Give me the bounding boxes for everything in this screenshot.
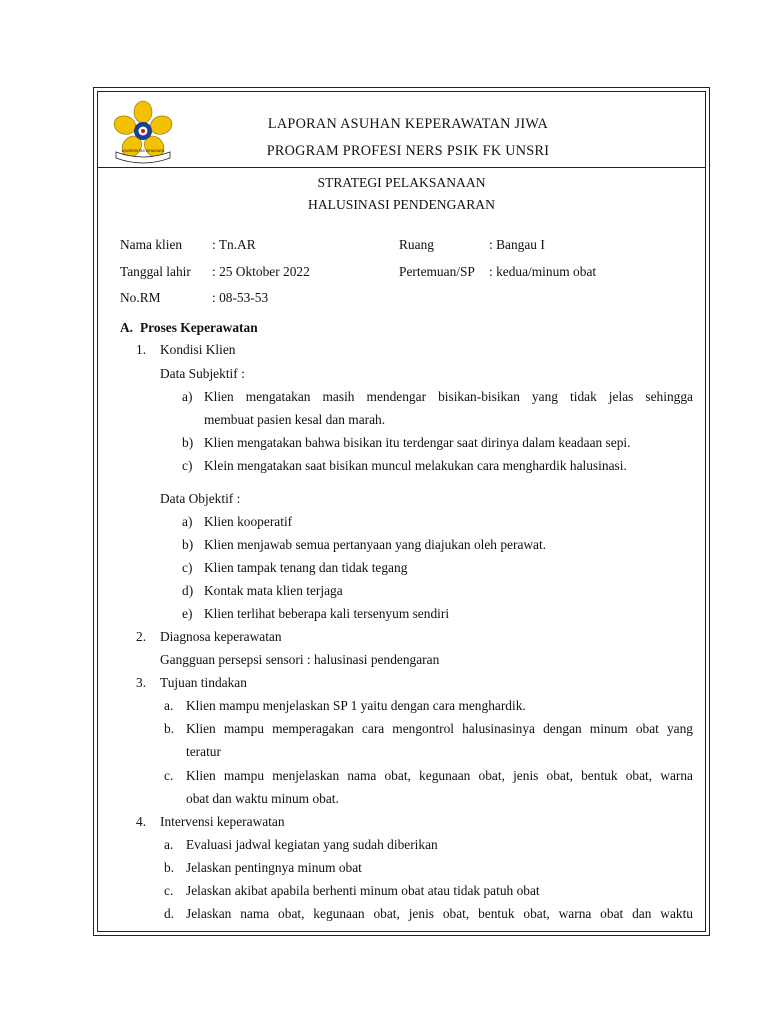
intervention-marker: c.	[164, 883, 174, 898]
intervention-item: Jelaskan akibat apabila berhenti minum obat atau tidak patuh obat	[186, 883, 540, 898]
goal-item: Klien mampu menjelaskan nama obat, kegunaan obat, jenis obat, bentuk obat, warna	[186, 768, 693, 783]
objective-item: Klien terlihat beberapa kali tersenyum sendiri	[204, 606, 450, 621]
goal-item: Klien mampu menjelaskan SP 1 yaitu dengan cara menghardik.	[186, 698, 526, 713]
subjective-label: Data Subjektif :	[160, 366, 245, 381]
goal-item-continued: teratur	[186, 744, 221, 759]
patient-name-label: Nama klien	[120, 237, 183, 252]
objective-marker: a)	[182, 514, 193, 529]
objective-marker: e)	[182, 606, 193, 621]
objective-label: Data Objektif :	[160, 491, 241, 506]
item-2-number: 2.	[136, 629, 147, 644]
item-4-number: 4.	[136, 814, 147, 829]
intervention-item: Evaluasi jadwal kegiatan yang sudah diberikan	[186, 837, 438, 852]
university-logo	[108, 98, 178, 166]
item-3-title: Tujuan tindakan	[160, 675, 247, 690]
meeting-value: : kedua/minum obat	[489, 264, 597, 279]
subjective-item: Klein mengatakan saat bisikan muncul melakukan cara menghardik halusinasi.	[204, 458, 627, 473]
goal-item: Klien mampu memperagakan cara mengontrol halusinasinya dengan minum obat yang	[186, 721, 693, 736]
objective-item: Klien menjawab semua pertanyaan yang diajukan oleh perawat.	[204, 537, 547, 552]
goal-marker: c.	[164, 768, 174, 783]
item-2-title: Diagnosa keperawatan	[160, 629, 282, 644]
room-value: : Bangau I	[489, 237, 545, 252]
subjective-marker: c)	[182, 458, 193, 473]
logo-caption: UNIVERSITAS SRIWIJAYA	[121, 149, 165, 153]
room-label: Ruang	[399, 237, 434, 252]
section-a-title: Proses Keperawatan	[140, 320, 258, 335]
document-title: STRATEGI PELAKSANAAN	[317, 175, 486, 190]
goal-marker: b.	[164, 721, 175, 736]
subjective-item: Klien mengatakan masih mendengar bisikan-bisikan yang tidak jelas sehingga	[204, 389, 693, 404]
subjective-marker: b)	[182, 435, 194, 450]
header-subtitle: PROGRAM PROFESI NERS PSIK FK UNSRI	[266, 143, 550, 159]
goal-marker: a.	[164, 698, 174, 713]
objective-item: Klien kooperatif	[204, 514, 293, 529]
patient-dob-label: Tanggal lahir	[120, 264, 191, 279]
objective-item: Klien tampak tenang dan tidak tegang	[204, 560, 408, 575]
intervention-item: Jelaskan pentingnya minum obat	[186, 860, 362, 875]
header-divider	[98, 167, 705, 168]
objective-item: Kontak mata klien terjaga	[204, 583, 343, 598]
document-frame	[97, 91, 706, 932]
intervention-item: Jelaskan nama obat, kegunaan obat, jenis obat, bentuk obat, warna obat dan waktu	[186, 906, 693, 921]
diagnosis-text: Gangguan persepsi sensori : halusinasi pendengaran	[160, 652, 440, 667]
objective-marker: d)	[182, 583, 194, 598]
goal-item-continued: obat dan waktu minum obat.	[186, 791, 339, 806]
section-a-marker: A.	[120, 320, 134, 335]
subjective-item-continued: membuat pasien kesal dan marah.	[204, 412, 386, 427]
intervention-marker: d.	[164, 906, 175, 921]
intervention-marker: b.	[164, 860, 175, 875]
meeting-label: Pertemuan/SP	[399, 264, 475, 279]
item-3-number: 3.	[136, 675, 147, 690]
subjective-marker: a)	[182, 389, 193, 404]
header-title: LAPORAN ASUHAN KEPERAWATAN JIWA	[267, 116, 549, 132]
item-1-number: 1.	[136, 342, 147, 357]
patient-rm-value: : 08-53-53	[212, 290, 269, 305]
item-1-title: Kondisi Klien	[160, 342, 236, 357]
document-subtitle: HALUSINASI PENDENGARAN	[308, 197, 495, 212]
intervention-marker: a.	[164, 837, 174, 852]
patient-dob-value: : 25 Oktober 2022	[212, 264, 310, 279]
patient-name-value: : Tn.AR	[212, 237, 256, 252]
objective-marker: c)	[182, 560, 193, 575]
objective-marker: b)	[182, 537, 194, 552]
item-4-title: Intervensi keperawatan	[160, 814, 285, 829]
subjective-item: Klien mengatakan bahwa bisikan itu terdengar saat dirinya dalam keadaan sepi.	[204, 435, 631, 450]
patient-rm-label: No.RM	[120, 290, 161, 305]
